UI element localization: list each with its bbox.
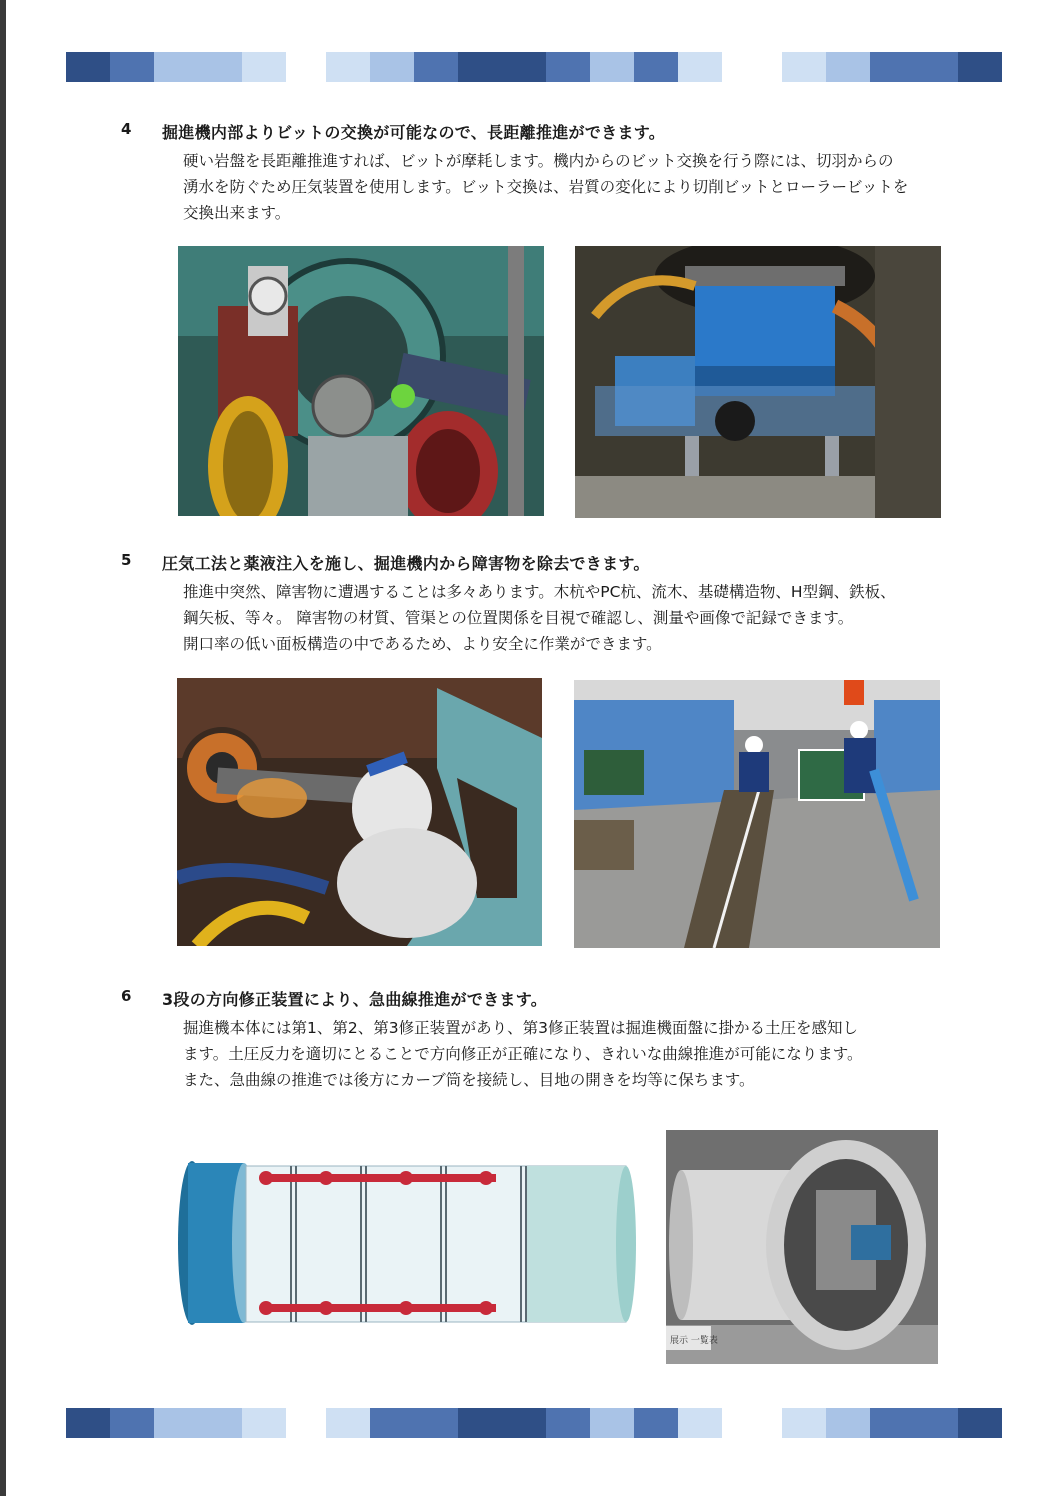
photo-bit-exchange-pressure-chamber: [575, 246, 941, 518]
body-line: 開口率の低い面板構造の中であるため、より安全に作業ができます。: [183, 635, 662, 653]
body-line: ます。土圧反力を適切にとることで方向修正が正確になり、きれいな曲線推進が可能になります。: [183, 1045, 863, 1063]
section-body: [183, 1015, 1003, 1093]
body-line: 推進中突然、障害物に遭遇することは多々あります。木杭やPC杭、流木、基礎構造物、H型鋼、鉄板、: [183, 583, 896, 601]
header-color-band-right: [782, 52, 1002, 82]
photo-curve-tube-exhibit: [666, 1130, 938, 1364]
footer-color-band-left: [66, 1408, 286, 1438]
section-title: 3段の方向修正装置により、急曲線推進ができます。: [162, 990, 548, 1009]
footer-color-band-right: [782, 1408, 1002, 1438]
page-binding-edge: [0, 0, 6, 1496]
header-color-band-left: [66, 52, 286, 82]
body-line: 硬い岩盤を長距離推進すれば、ビットが摩耗します。機内からのビット交換を行う際には、切羽からの: [183, 152, 894, 170]
section-title: 掘進機内部よりビットの交換が可能なので、長距離推進ができます。: [162, 123, 666, 142]
photo-obstacle-inspection-record: [574, 680, 940, 948]
header-color-band-center: [326, 52, 722, 82]
section-title: 圧気工法と薬液注入を施し、掘進機内から障害物を除去できます。: [162, 554, 650, 573]
section-number: 4: [121, 120, 132, 138]
body-line: 掘進機本体には第1、第2、第3修正装置があり、第3修正装置は掘進機面盤に掛かる土圧を感知し: [183, 1019, 858, 1037]
body-line: 交換出来ます。: [183, 204, 291, 222]
body-line: 鋼矢板、等々。 障害物の材質、管渠との位置関係を目視で確認し、測量や画像で記録できます。: [183, 609, 854, 627]
exhibit-sign-label: 展示 一覧表: [670, 1336, 718, 1346]
section-body: [183, 579, 1003, 657]
photo-obstacle-removal-worker: [177, 678, 542, 946]
photo-bit-exchange-inside-machine: [178, 246, 544, 516]
body-line: また、急曲線の推進では後方にカーブ筒を接続し、目地の開きを均等に保ちます。: [183, 1071, 755, 1089]
diagram-direction-correction-device: [166, 1148, 638, 1338]
footer-color-band-center: [326, 1408, 722, 1438]
section-number: 6: [121, 987, 132, 1005]
section-number: 5: [121, 551, 132, 569]
section-body: [183, 148, 1003, 226]
body-line: 湧水を防ぐため圧気装置を使用します。ビット交換は、岩質の変化により切削ビットとローラービットを: [183, 178, 909, 196]
